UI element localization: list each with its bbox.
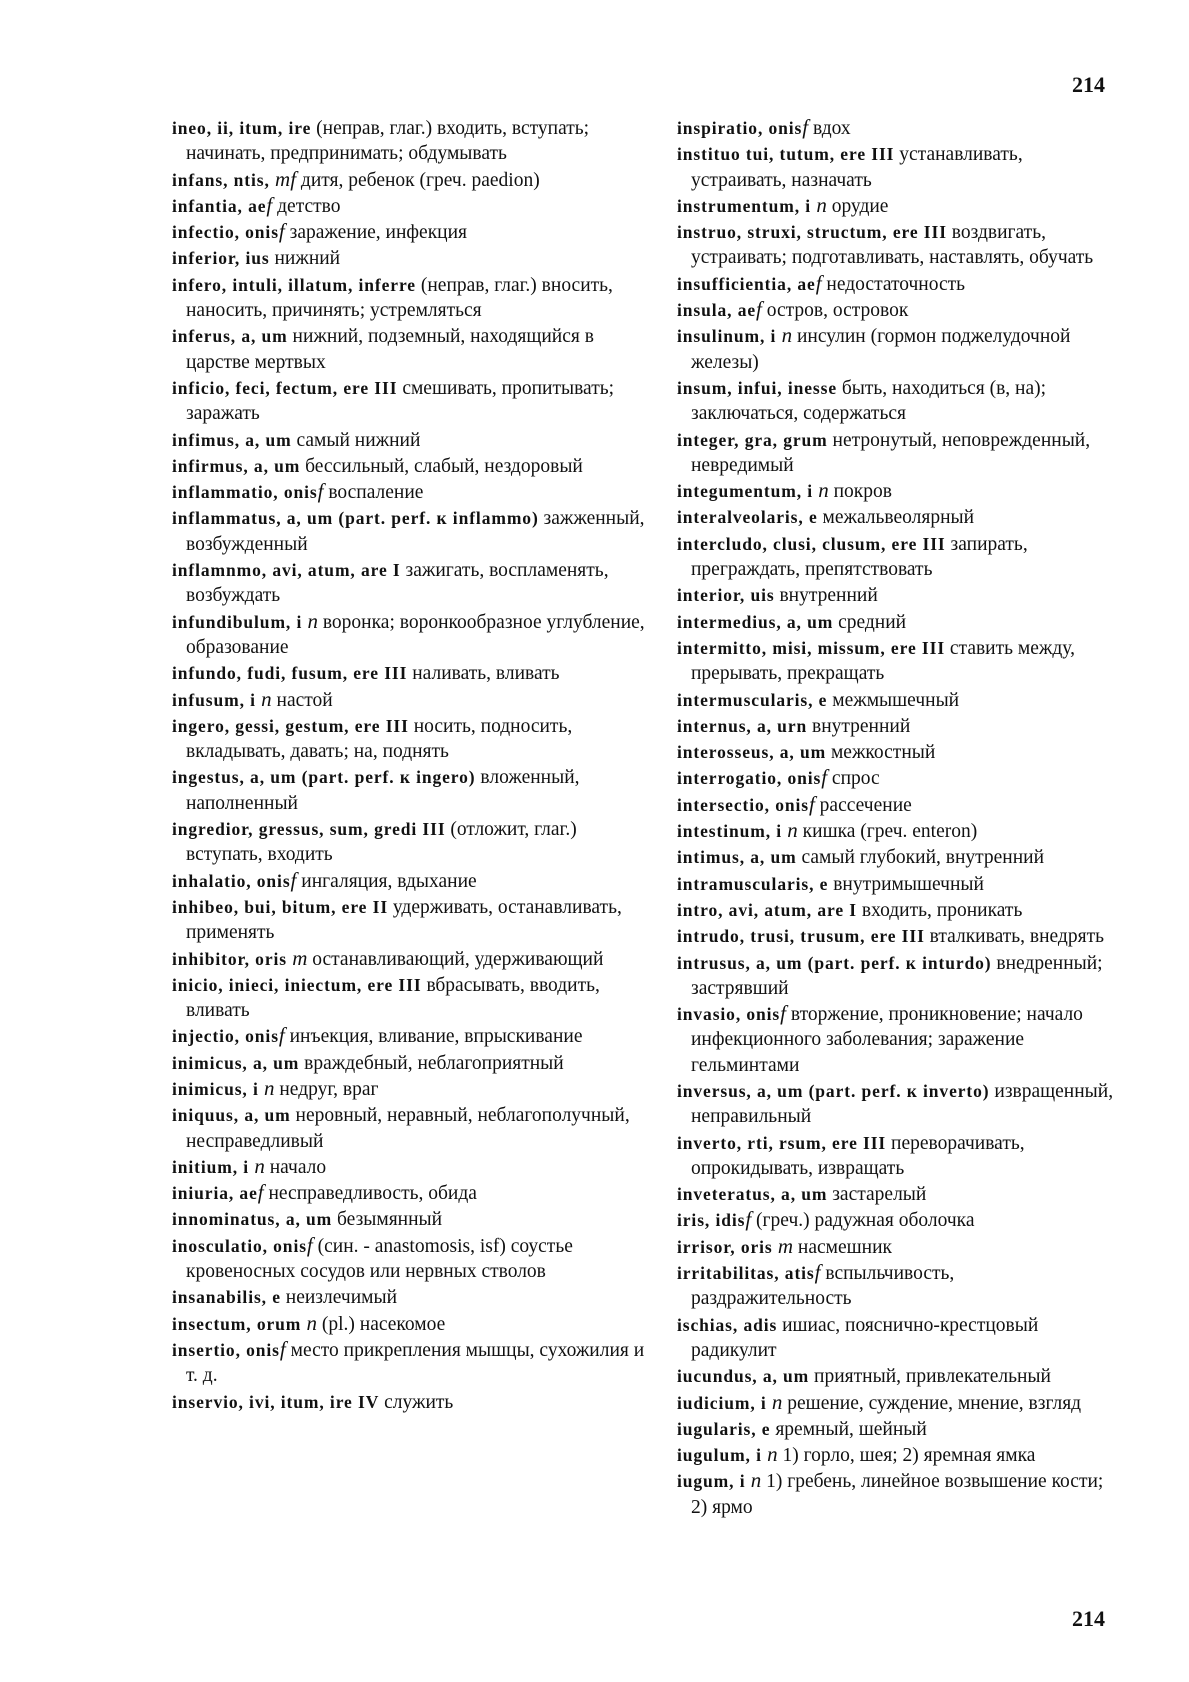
page-number-bottom: 214 [1072, 1606, 1105, 1631]
dictionary-entry [677, 219, 1117, 271]
dictionary-entry [172, 557, 652, 609]
dictionary-entry [677, 713, 1117, 739]
entry-definition: (неправ, глаг.) входить, вступать; начинать, предпринимать; обдумывать [186, 118, 590, 165]
dictionary-entry [172, 479, 652, 505]
entry-definition: (pl.) насекомое [317, 1313, 446, 1335]
dictionary-entry [677, 1442, 1117, 1468]
entry-gender: n [745, 1468, 762, 1493]
entry-definition: быть, находиться (в, на); заключаться, содержаться [691, 377, 1047, 425]
entry-headword: intrusus, a, um (part. perf. к inturdo) [677, 952, 992, 973]
entry-definition: ишиас, пояснично-крестцовый радикулит [691, 1314, 1039, 1361]
entry-definition: недостаточность [821, 273, 966, 295]
entry-definition: внутримышечный [828, 873, 984, 895]
entry-headword: innominatus, a, um [172, 1209, 333, 1230]
dictionary-entry [172, 323, 652, 375]
entry-headword: infirmus, a, um [172, 455, 301, 476]
dictionary-entry [677, 687, 1117, 713]
entry-headword: inimicus, a, um [172, 1052, 300, 1073]
entry-definition: начало [264, 1156, 327, 1178]
entry-headword: iniuria, ae [172, 1183, 258, 1204]
entry-definition: 1) гребень, линейное возвышение кости; 2) ярмо [691, 1471, 1104, 1518]
dictionary-entry [172, 1284, 652, 1310]
entry-definition: рассечение [814, 794, 912, 816]
dictionary-entry [677, 1260, 1117, 1312]
dictionary-entry [677, 1207, 1117, 1233]
entry-gender: f [278, 219, 285, 244]
dictionary-entry [677, 323, 1117, 375]
entry-definition: самый глубокий, внутренний [796, 847, 1045, 869]
dictionary-entry [677, 765, 1117, 791]
entry-definition: остров, островок [761, 300, 909, 322]
dictionary-entry [172, 272, 652, 324]
entry-definition: бессильный, слабый, нездоровый [300, 455, 583, 477]
dictionary-entry [677, 115, 1117, 141]
entry-headword: ingestus, a, um (part. perf. к ingero) [172, 767, 476, 788]
entry-definition: нетронутый, неповрежденный, невредимый [691, 429, 1091, 476]
entry-headword: insulinum, i [677, 326, 777, 347]
entry-headword: interrogatio, onis [677, 768, 822, 789]
dictionary-entry [172, 1050, 652, 1076]
entry-definition: межкостный [826, 742, 936, 764]
entry-gender: f [814, 1260, 821, 1285]
entry-gender: f [780, 1001, 786, 1026]
entry-gender: f [279, 1336, 286, 1361]
dictionary-entry [677, 950, 1117, 1002]
entry-headword: insum, infui, inesse [677, 377, 837, 398]
entry-headword: ineo, ii, itum, ire [172, 118, 312, 138]
entry-gender: n [302, 608, 318, 633]
entry-gender: f [278, 1023, 285, 1048]
entry-headword: inhibitor, oris [172, 948, 287, 969]
entry-definition: неровный, неравный, неблагополучный, несправедливый [186, 1105, 630, 1152]
entry-headword: infero, intuli, illatum, inferre [172, 274, 416, 295]
entry-definition: внутренний [807, 715, 911, 737]
dictionary-entry [172, 972, 652, 1024]
entry-definition: вспыльчивость, раздражительность [691, 1263, 955, 1310]
entry-gender: m [772, 1233, 794, 1258]
entry-definition: межмышечный [827, 689, 960, 711]
dictionary-entry [172, 660, 652, 686]
entry-headword: infundibulum, i [172, 611, 303, 632]
entry-headword: inferior, ius [172, 248, 270, 269]
entry-headword: ingero, gessi, gestum, ere III [172, 715, 409, 736]
entry-headword: integumentum, i [677, 481, 813, 502]
entry-headword: intrudo, trusi, trusum, ere III [677, 926, 925, 947]
dictionary-entry [677, 271, 1117, 297]
entry-definition: удерживать, останавливать, применять [186, 896, 622, 944]
entry-headword: intercludo, clusi, clusum, ere III [677, 533, 946, 554]
entry-definition: ставить между, прерывать, прекращать [691, 637, 1075, 685]
dictionary-entry [677, 1416, 1117, 1442]
entry-headword: infundo, fudi, fusum, ere III [172, 663, 408, 684]
dictionary-entry [172, 1389, 652, 1415]
entry-headword: intro, avi, atum, are I [677, 899, 857, 920]
entry-headword: instrumentum, i [677, 195, 812, 216]
column-right [677, 115, 1117, 1520]
entry-definition: застарелый [827, 1184, 927, 1206]
column-left [172, 115, 652, 1415]
dictionary-entry [677, 531, 1117, 583]
dictionary-entry [172, 764, 652, 816]
entry-gender: f [745, 1207, 752, 1232]
entry-headword: intestinum, i [677, 821, 783, 842]
entry-definition: вбрасывать, вводить, вливать [186, 974, 600, 1022]
entry-gender: n [761, 1442, 778, 1467]
entry-headword: iucundus, a, um [677, 1366, 810, 1387]
entry-gender: f [821, 765, 828, 790]
entry-definition: запирать, преграждать, препятствовать [691, 533, 1028, 581]
entry-definition: самый нижний [291, 429, 421, 451]
entry-gender: n [258, 1075, 275, 1100]
dictionary-entry [677, 1363, 1117, 1389]
entry-headword: inverto, rti, rsum, ere III [677, 1132, 887, 1153]
entry-definition: нижний, подземный, находящийся в царстве мертвых [186, 326, 594, 373]
entry-definition: насмешник [793, 1236, 893, 1258]
dictionary-entry [172, 1180, 652, 1206]
dictionary-entry [172, 193, 652, 219]
dictionary-entry [677, 427, 1117, 479]
entry-headword: intermitto, misi, missum, ere III [677, 637, 946, 658]
entry-gender: f [802, 115, 809, 139]
entry-headword: infectio, onis [172, 222, 279, 243]
entry-headword: iniquus, a, um [172, 1105, 291, 1126]
dictionary-entry [172, 868, 652, 894]
entry-headword: interosseus, a, um [677, 742, 827, 763]
entry-definition: зажженный, возбужденный [186, 508, 645, 555]
dictionary-entry [677, 478, 1117, 504]
entry-headword: intramuscularis, e [677, 873, 829, 894]
entry-definition: носить, подносить, вкладывать, давать; на, поднять [186, 715, 573, 763]
dictionary-entry [172, 1337, 652, 1389]
entry-headword: integer, gra, grum [677, 429, 828, 450]
entry-gender: m [286, 945, 308, 970]
entry-gender: n [301, 1310, 318, 1335]
entry-gender: f [317, 479, 324, 504]
entry-headword: inficio, feci, fectum, ere III [172, 377, 398, 398]
entry-definition: воспаление [323, 482, 424, 504]
entry-definition: входить, проникать [856, 899, 1023, 921]
entry-headword: insanabilis, e [172, 1287, 281, 1308]
dictionary-entry [172, 1233, 652, 1285]
dictionary-entry [172, 375, 652, 427]
dictionary-entry [172, 1206, 652, 1232]
entry-definition: внедренный; застрявший [691, 952, 1103, 999]
dictionary-entry [172, 894, 652, 946]
entry-definition: воздвигать, устраивать; подготавливать, наставлять, обучать [691, 222, 1094, 269]
entry-headword: iugulum, i [677, 1445, 762, 1466]
dictionary-entry [677, 1130, 1117, 1182]
entry-definition: переворачивать, опрокидывать, извращать [691, 1132, 1025, 1179]
entry-definition: спрос [827, 768, 880, 790]
dictionary-entry [677, 1078, 1117, 1130]
entry-definition: внутренний [774, 585, 878, 607]
entry-headword: inservio, ivi, itum, ire IV [172, 1391, 380, 1412]
entry-headword: initium, i [172, 1156, 250, 1177]
dictionary-entry [677, 871, 1117, 897]
dictionary-entry [677, 504, 1117, 530]
entry-definition: настой [271, 689, 333, 711]
entry-gender: n [813, 478, 829, 503]
dictionary-entry [677, 193, 1117, 219]
entry-definition: безымянный [332, 1209, 443, 1231]
dictionary-entry [172, 219, 652, 245]
page-number-top: 214 [1072, 72, 1105, 97]
entry-headword: infimus, a, um [172, 429, 292, 450]
dictionary-entry [172, 946, 652, 972]
entry-definition: вложенный, наполненный [186, 767, 580, 814]
entry-definition: несправедливость, обида [263, 1183, 477, 1205]
dictionary-entry [677, 582, 1117, 608]
entry-headword: instruo, struxi, structum, ere III [677, 222, 947, 243]
entry-headword: intermedius, a, um [677, 611, 834, 632]
dictionary-entry [677, 1181, 1117, 1207]
entry-headword: injectio, onis [172, 1026, 279, 1047]
entry-definition: извращенный, неправильный [691, 1080, 1114, 1128]
entry-gender: mf [269, 166, 297, 191]
dictionary-entry [677, 844, 1117, 870]
entry-headword: insectum, orum [172, 1313, 302, 1334]
entry-headword: interalveolaris, e [677, 507, 818, 528]
entry-gender: n [255, 686, 272, 711]
entry-headword: intersectio, onis [677, 794, 809, 815]
entry-headword: inflammatus, a, um (part. perf. к inflammo) [172, 508, 539, 529]
entry-definition: враждебный, неблагоприятный [299, 1052, 564, 1074]
dictionary-entry [172, 1023, 652, 1049]
entry-definition: (неправ, глаг.) вносить, наносить, причинять; устремляться [186, 274, 613, 322]
dictionary-entry [172, 816, 652, 868]
dictionary-entry [677, 739, 1117, 765]
entry-headword: inflamnmo, avi, atum, are I [172, 560, 401, 581]
dictionary-entry [677, 609, 1117, 635]
dictionary-entry [677, 141, 1117, 193]
entry-definition: смешивать, пропитывать; заражать [186, 377, 615, 425]
entry-headword: iris, idis [677, 1210, 746, 1231]
entry-definition: воронка; воронкообразное углубление, образование [186, 611, 645, 658]
entry-headword: intimus, a, um [677, 847, 797, 868]
dictionary-entry [677, 1312, 1117, 1364]
entry-definition: служить [379, 1391, 454, 1413]
entry-gender: n [776, 323, 793, 348]
dictionary-entry [677, 1468, 1117, 1520]
entry-headword: inversus, a, um (part. perf. к inverto) [677, 1080, 990, 1101]
entry-definition: (син. - anastomosis, isf) соустье кровеносных сосудов или нервных стволов [186, 1235, 573, 1283]
entry-definition: место прикрепления мышцы, сухожилия и т. д. [186, 1339, 645, 1387]
entry-definition: заражение, инфекция [284, 222, 468, 244]
entry-definition: наливать, вливать [407, 663, 560, 685]
dictionary-entry [172, 245, 652, 271]
entry-headword: infantia, ae [172, 195, 267, 216]
entry-definition: (отложит, глаг.) вступать, входить [186, 819, 577, 866]
entry-definition: 1) горло, шея; 2) яремная ямка [777, 1445, 1036, 1467]
entry-definition: кишка (греч. enteron) [797, 821, 978, 843]
entry-definition: орудие [826, 195, 889, 217]
entry-definition: инъекция, вливание, впрыскивание [284, 1026, 583, 1048]
entry-headword: insula, ae [677, 300, 757, 321]
dictionary-entry [677, 635, 1117, 687]
entry-headword: iugum, i [677, 1471, 746, 1492]
dictionary-entry [677, 897, 1117, 923]
entry-definition: приятный, привлекательный [809, 1366, 1051, 1388]
entry-headword: instituo tui, tutum, ere III [677, 144, 895, 165]
entry-headword: inimicus, i [172, 1078, 259, 1099]
entry-headword: irrisor, oris [677, 1236, 773, 1257]
entry-headword: intermuscularis, e [677, 689, 828, 710]
dictionary-entry [677, 1390, 1117, 1416]
entry-definition: покров [828, 481, 892, 503]
entry-gender: n [766, 1389, 783, 1414]
entry-definition: инсулин (гормон поджелудочной железы) [691, 326, 1071, 373]
entry-definition: яремный, шейный [770, 1418, 927, 1440]
dictionary-entry [172, 713, 652, 765]
entry-definition: зажигать, воспламенять, возбуждать [186, 560, 609, 607]
entry-definition: недруг, враг [274, 1078, 379, 1100]
entry-headword: infans, ntis, [172, 169, 270, 190]
dictionary-entry [677, 1001, 1117, 1078]
dictionary-entry [172, 427, 652, 453]
entry-gender: f [257, 1180, 264, 1205]
entry-headword: inferus, a, um [172, 326, 288, 347]
entry-definition: ингаляция, вдыхание [296, 870, 477, 892]
entry-headword: iugularis, e [677, 1418, 771, 1439]
entry-definition: вталкивать, внедрять [924, 926, 1104, 948]
dictionary-entry [172, 609, 652, 661]
entry-definition: останавливающий, удерживающий [307, 948, 604, 970]
dictionary-entry [172, 1076, 652, 1102]
dictionary-entry [172, 687, 652, 713]
dictionary-entry [677, 923, 1117, 949]
entry-headword: ingredior, gressus, sum, gredi III [172, 819, 446, 840]
entry-headword: inveteratus, a, um [677, 1184, 828, 1205]
entry-headword: ischias, adis [677, 1314, 778, 1335]
entry-gender: f [756, 297, 762, 322]
entry-gender: n [811, 192, 827, 217]
entry-headword: invasio, onis [677, 1004, 781, 1025]
entry-headword: interior, uis [677, 585, 775, 606]
dictionary-entry [677, 297, 1117, 323]
entry-gender: n [249, 1153, 265, 1178]
entry-gender: f [306, 1232, 313, 1257]
entry-headword: inicio, inieci, iniectum, ere III [172, 974, 422, 995]
entry-headword: inhibeo, bui, bitum, ere II [172, 896, 389, 917]
entry-definition: нижний [269, 248, 341, 270]
entry-gender: f [266, 192, 273, 217]
dictionary-entry [172, 1311, 652, 1337]
entry-headword: insufficientia, ae [677, 273, 816, 294]
entry-definition: вдох [808, 118, 851, 139]
dictionary-entry [677, 375, 1117, 427]
entry-definition: межальвеолярный [817, 507, 975, 529]
dictionary-entry [172, 1154, 652, 1180]
entry-headword: insertio, onis [172, 1339, 280, 1360]
entry-headword: inspiratio, onis [677, 118, 803, 138]
entry-headword: internus, a, urn [677, 715, 808, 736]
entry-headword: iudicium, i [677, 1392, 767, 1413]
entry-headword: irritabilitas, atis [677, 1263, 815, 1284]
entry-definition: неизлечимый [280, 1287, 398, 1309]
entry-headword: inhalatio, onis [172, 870, 291, 891]
dictionary-entry [172, 453, 652, 479]
entry-definition: устанавливать, устраивать, назначать [691, 144, 1023, 191]
entry-gender: f [290, 867, 297, 892]
entry-definition: вторжение, проникновение; начало инфекционного заболевания; заражение гельминтами [691, 1004, 1083, 1076]
dictionary-entry [172, 1102, 652, 1154]
entry-gender: n [782, 818, 798, 843]
entry-headword: inosculatio, onis [172, 1235, 307, 1256]
entry-definition: дитя, ребенок (греч. paedion) [296, 169, 540, 191]
entry-definition: детство [272, 195, 341, 217]
dictionary-entry [677, 818, 1117, 844]
entry-definition: (греч.) радужная оболочка [751, 1210, 975, 1232]
dictionary-entry [172, 115, 652, 167]
entry-definition: решение, суждение, мнение, взгляд [782, 1392, 1082, 1414]
entry-gender: f [808, 791, 815, 816]
entry-headword: infusum, i [172, 689, 256, 710]
dictionary-entry [677, 792, 1117, 818]
entry-definition: средний [833, 611, 907, 633]
dictionary-entry [172, 505, 652, 557]
dictionary-entry [172, 167, 652, 193]
entry-headword: inflammatio, onis [172, 482, 318, 503]
dictionary-entry [677, 1234, 1117, 1260]
entry-gender: f [815, 270, 822, 295]
